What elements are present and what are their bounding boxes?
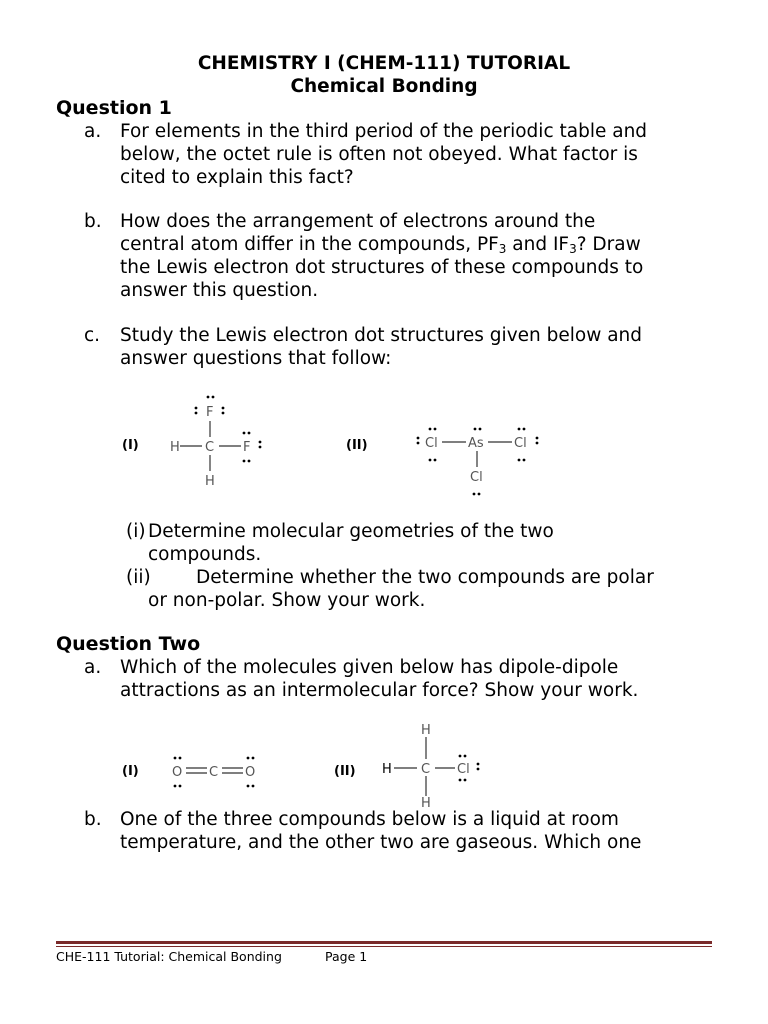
- q2-structure-i-label: (I): [122, 764, 139, 779]
- atom-h-top: H: [421, 723, 431, 738]
- footer-rule-thin: [56, 946, 712, 947]
- q1c-sub-i-label: (i): [126, 521, 146, 542]
- q1c-sub-ii-line-1: Determine whether the two compounds are polar: [196, 567, 654, 588]
- atom-c: C: [205, 440, 215, 455]
- atom-h-left-2: H: [382, 762, 392, 777]
- q1c-structures: [110, 385, 570, 505]
- document-subtitle: Chemical Bonding: [290, 76, 478, 97]
- structure-i-label: (I): [122, 438, 139, 453]
- q1a-line-3: cited to explain this fact?: [120, 167, 354, 188]
- q1c-sub-i-line-2: compounds.: [148, 544, 262, 565]
- q1b-label: b.: [84, 211, 102, 232]
- atom-o-left: O: [172, 765, 183, 780]
- atom-c-co2: C: [209, 765, 219, 780]
- q1c-sub-i-line-1: Determine molecular geometries of the two: [148, 521, 554, 542]
- atom-f-right: F: [243, 440, 251, 455]
- atom-cl: Cl: [457, 762, 470, 777]
- atom-cl-left: Cl: [425, 436, 438, 451]
- q1c-label: c.: [84, 325, 101, 346]
- q2-structure-ii-label: (II): [334, 764, 356, 779]
- atom-cl-bottom: Cl: [470, 470, 483, 485]
- q1b-line-2: central atom differ in the compounds, $PF_3$ and $IF_3$? Draw: [120, 234, 641, 256]
- q1c-line-2: answer questions that follow:: [120, 348, 392, 369]
- q1a-line-2: below, the octet rule is often not obeyed. What factor is: [120, 144, 638, 165]
- q1c-sub-ii-label: (ii): [126, 567, 151, 588]
- atom-h-left: H: [170, 440, 180, 455]
- q2b-line-2: temperature, and the other two are gaseous. Which one: [120, 832, 642, 853]
- q2b-line-1: One of the three compounds below is a liquid at room: [120, 809, 619, 830]
- footer-title: CHE-111 Tutorial: Chemical Bonding: [56, 949, 282, 964]
- atom-f-top: F: [206, 405, 214, 420]
- structure-ii-label: (II): [346, 438, 368, 453]
- atom-as: As: [468, 436, 484, 451]
- footer-page-number: Page 1: [325, 949, 368, 964]
- atom-c-2: C: [421, 762, 431, 777]
- q1b-line-4: answer this question.: [120, 280, 319, 301]
- q1a-label: a.: [84, 121, 102, 142]
- atom-o-right: O: [245, 765, 256, 780]
- document-title: CHEMISTRY I (CHEM-111) TUTORIAL: [197, 53, 571, 74]
- q1c-sub-ii-line-2: or non-polar. Show your work.: [148, 590, 426, 611]
- atom-h-bottom: H: [205, 474, 215, 489]
- atom-cl-right: Cl: [514, 436, 527, 451]
- q1b-line-3: the Lewis electron dot structures of these compounds to: [120, 257, 644, 278]
- q2a-line-1: Which of the molecules given below has dipole-dipole: [120, 657, 619, 678]
- q2a-label: a.: [84, 657, 102, 678]
- question-1-heading: Question 1: [56, 97, 172, 119]
- question-2-heading: Question Two: [56, 633, 201, 655]
- atom-h-bottom-2: H: [421, 796, 431, 811]
- q2a-structures: [110, 718, 510, 813]
- q1a-line-1: For elements in the third period of the periodic table and: [120, 121, 648, 142]
- q1b-line-1: How does the arrangement of electrons around the: [120, 211, 596, 232]
- q1c-line-1: Study the Lewis electron dot structures given below and: [120, 325, 643, 346]
- footer-rule-thick: [56, 941, 712, 944]
- q2a-line-2: attractions as an intermolecular force? Show your work.: [120, 680, 639, 701]
- q2b-label: b.: [84, 809, 102, 830]
